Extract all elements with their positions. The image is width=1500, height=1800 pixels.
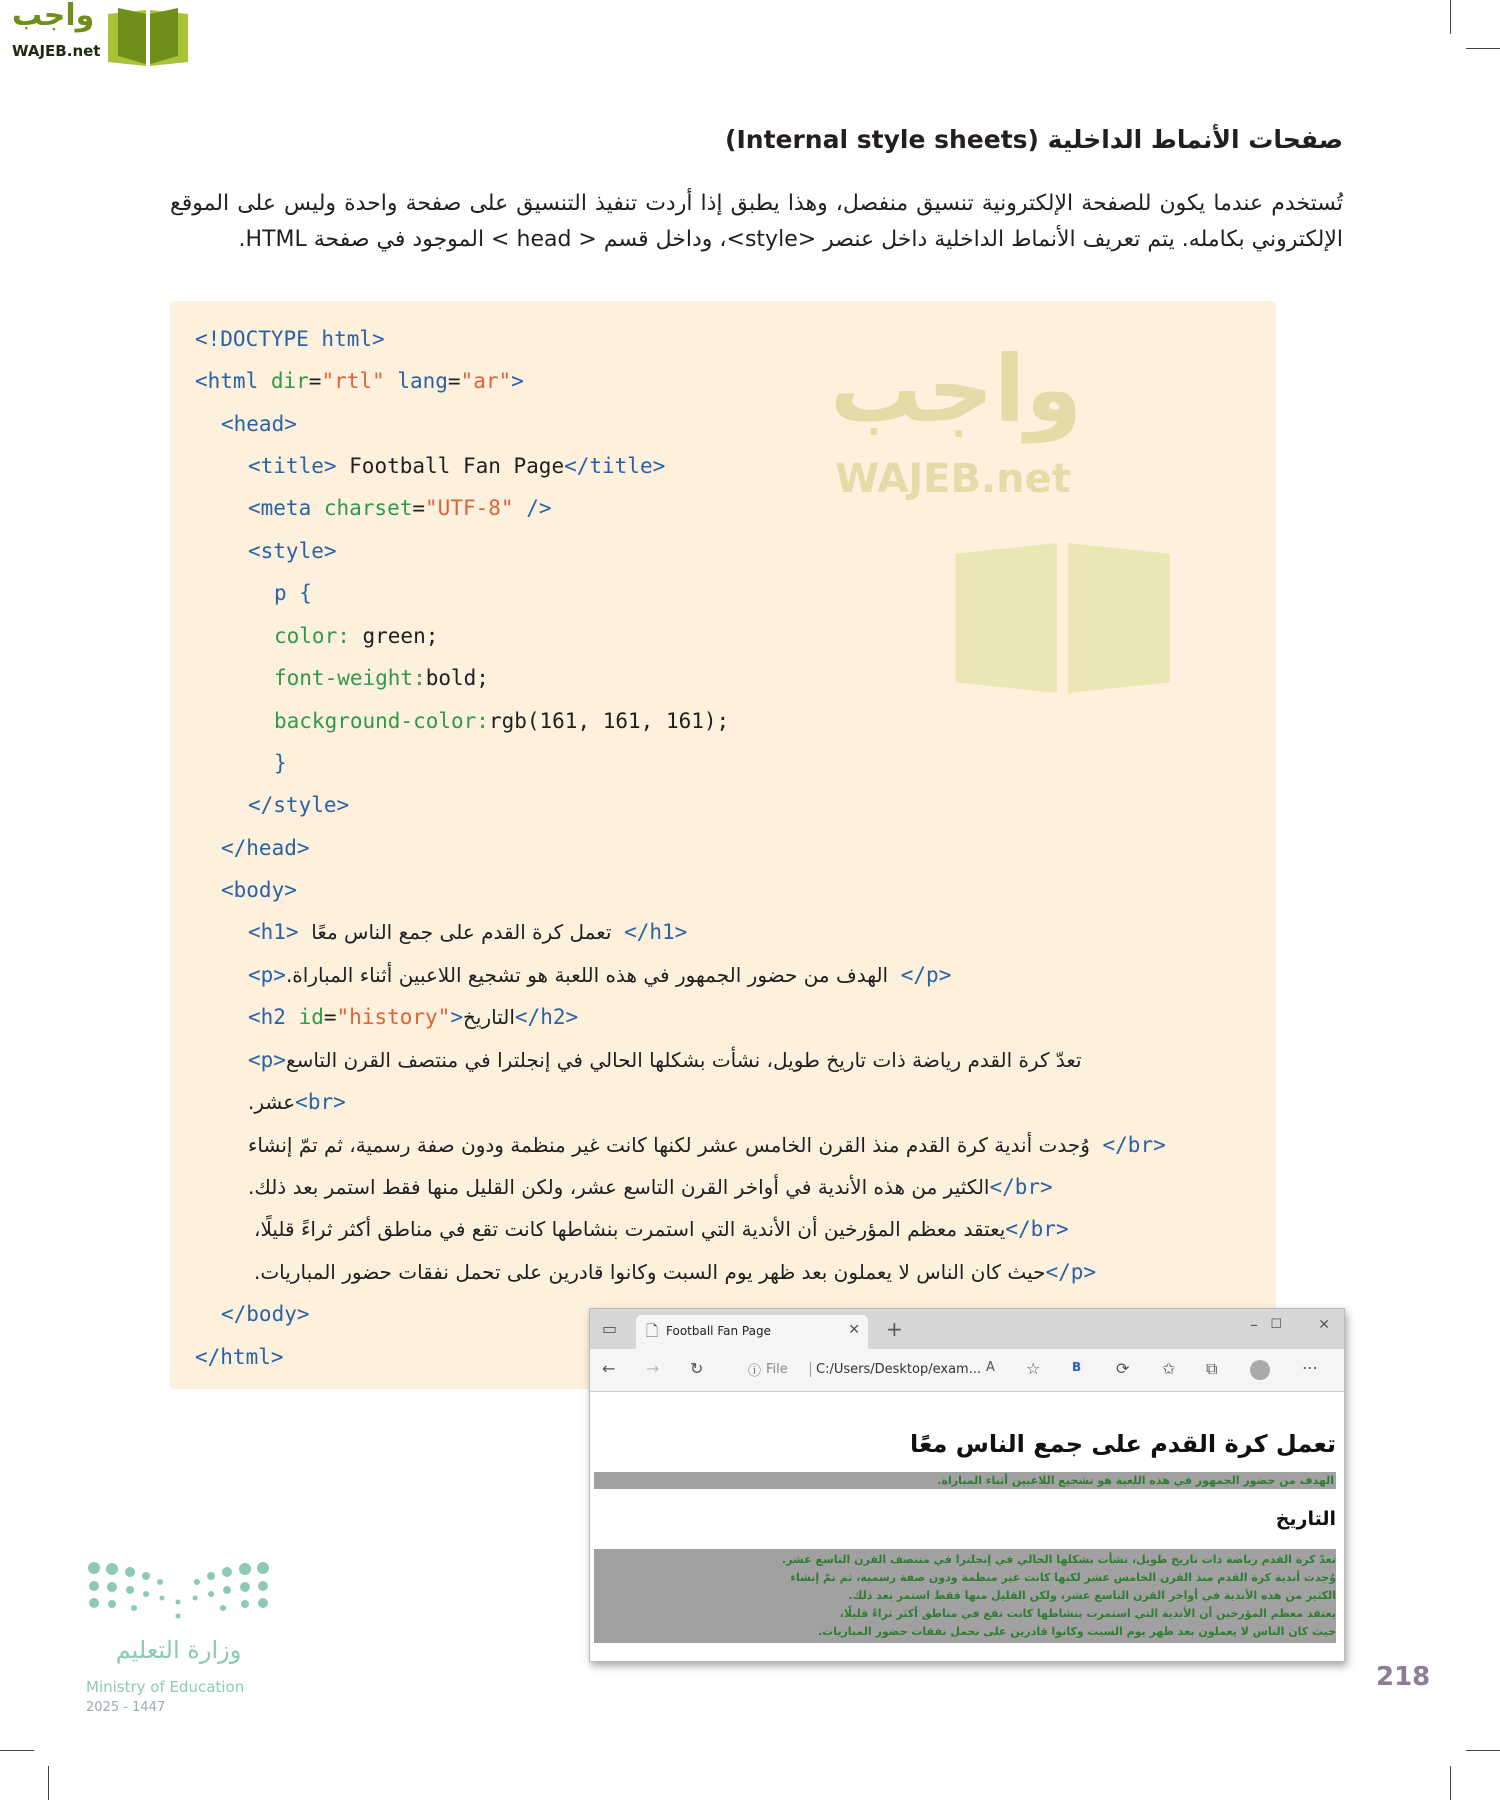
code-token: <h1> bbox=[248, 920, 299, 944]
info-icon: ⓘ bbox=[748, 1364, 762, 1379]
address-toolbar bbox=[590, 1349, 1344, 1392]
watermark-latin: WAJEB.net bbox=[835, 456, 1071, 502]
code-token: = bbox=[308, 369, 322, 393]
code-line bbox=[274, 578, 312, 608]
code-token: p { bbox=[274, 581, 312, 605]
code-line bbox=[221, 409, 297, 439]
code-token: <p> bbox=[248, 1048, 286, 1072]
crop-mark bbox=[1450, 1766, 1451, 1800]
code-token: "history" bbox=[336, 1005, 451, 1029]
code-token: </br> bbox=[1102, 1133, 1166, 1157]
watermark-arabic: واجب bbox=[830, 336, 1083, 443]
book-icon bbox=[106, 4, 190, 66]
code-token: > bbox=[511, 369, 524, 393]
code-line bbox=[221, 1299, 310, 1329]
collections-icon[interactable]: ⧉ bbox=[1206, 1359, 1218, 1378]
code-token: التاريخ bbox=[462, 1005, 515, 1029]
watermark-book-icon bbox=[950, 525, 1175, 695]
code-token: = bbox=[447, 369, 461, 393]
code-token: lang bbox=[384, 369, 448, 393]
code-line bbox=[248, 1130, 1166, 1160]
tab-football-fan-page[interactable] bbox=[636, 1315, 868, 1349]
code-token: الهدف من حضور الجمهور في هذه اللعبة هو تشجيع اللاعبين أثناء المباراة. bbox=[285, 963, 889, 987]
rendered-paragraph: الهدف من حضور الجمهور في هذه اللعبة هو تشجيع اللاعبين أثناء المباراة. bbox=[594, 1472, 1336, 1489]
code-line bbox=[254, 1257, 1096, 1287]
section-heading: صفحات الأنماط الداخلية (Internal style sheets) bbox=[725, 125, 1343, 154]
code-line bbox=[221, 875, 297, 905]
reload-icon[interactable]: ↻ bbox=[690, 1359, 704, 1378]
address-prefix: File bbox=[766, 1362, 788, 1377]
code-token: <html bbox=[195, 369, 259, 393]
code-line bbox=[274, 706, 729, 736]
code-token: <title> bbox=[248, 454, 337, 478]
crop-mark bbox=[48, 1766, 49, 1800]
rendered-line: حيث كان الناس لا يعملون بعد ظهر يوم السبت وكانوا قادرين على تحمل نفقات حضور المباريات. bbox=[817, 1625, 1336, 1638]
ministry-dots-icon bbox=[86, 1560, 271, 1620]
code-token: = bbox=[412, 496, 426, 520]
extension-b-icon[interactable]: B bbox=[1072, 1360, 1082, 1374]
code-token: عشر. bbox=[248, 1090, 296, 1114]
rendered-h1: تعمل كرة القدم على جمع الناس معًا bbox=[909, 1430, 1336, 1458]
code-token: <!DOCTYPE html> bbox=[195, 327, 385, 351]
rendered-history-paragraph bbox=[594, 1549, 1336, 1643]
code-line bbox=[274, 663, 489, 693]
code-token: rgb(161, 161, 161); bbox=[488, 709, 730, 733]
code-line bbox=[195, 1342, 284, 1372]
ministry-year: 2025 - 1447 bbox=[86, 1700, 166, 1715]
code-token: bold; bbox=[425, 666, 489, 690]
code-token: green; bbox=[349, 624, 439, 648]
code-token: </p> bbox=[1045, 1260, 1097, 1284]
code-token: <h2 bbox=[248, 1005, 286, 1029]
code-token: <meta bbox=[248, 496, 312, 520]
rendered-line: يعتقد معظم المؤرخين أن الأندية التي استمرت بنشاطها كانت تقع في مناطق أكثر ثراءً قليلًا، bbox=[839, 1607, 1336, 1620]
page-number: 218 bbox=[1376, 1662, 1431, 1692]
crop-mark bbox=[0, 1750, 34, 1751]
address-input[interactable]: C:/Users/Desktop/exam... bbox=[810, 1362, 981, 1377]
rendered-line: وُجدت أندية كرة القدم منذ القرن الخامس عشر لكنها كانت غير منظمة ودون صفة رسمية، ثم تمّ إنشاء bbox=[790, 1571, 1336, 1584]
code-line bbox=[248, 790, 349, 820]
maximize-icon[interactable]: ☐ bbox=[1270, 1317, 1282, 1332]
code-line bbox=[274, 748, 287, 778]
code-token: charset bbox=[311, 496, 413, 520]
code-token: </body> bbox=[221, 1302, 310, 1326]
code-token: يعتقد معظم المؤرخين أن الأندية التي استمرت بنشاطها كانت تقع في مناطق أكثر ثراءً قليلًا، bbox=[254, 1217, 1006, 1241]
code-token: /> bbox=[513, 496, 552, 520]
code-token: </title> bbox=[564, 454, 666, 478]
tab-title: Football Fan Page bbox=[666, 1324, 771, 1338]
intro-paragraph: تُستخدم عندما يكون للصفحة الإلكترونية تنسيق منفصل، وهذا يطبق إذا أردت تنفيذ التنسيق على صفحة واحدة وليس على الموقع الإلكتروني بكامله. يتم تعريف الأنماط الداخلية داخل عنصر <style>، وداخل قسم < head > الموجود في صفحة HTML. bbox=[170, 191, 1343, 252]
code-line bbox=[221, 833, 310, 863]
code-token: </br> bbox=[1005, 1217, 1069, 1241]
code-token: <p> bbox=[248, 963, 286, 987]
code-token: وُجدت أندية كرة القدم منذ القرن الخامس عشر لكنها كانت غير منظمة ودون صفة رسمية، ثم تمّ إنشاء bbox=[248, 1133, 1090, 1157]
code-token: <br> bbox=[295, 1090, 346, 1114]
code-token: الكثير من هذه الأندية في أواخر القرن التاسع عشر، ولكن القليل منها فقط استمر بعد ذلك. bbox=[248, 1175, 990, 1199]
rendered-line: تعدّ كرة القدم رياضة ذات تاريخ طويل، نشأت بشكلها الحالي في إنجلترا في منتصف القرن التاسع عشر. bbox=[781, 1553, 1336, 1566]
crop-mark bbox=[1466, 48, 1500, 49]
code-token: "UTF-8" bbox=[425, 496, 514, 520]
code-token: </h2> bbox=[514, 1005, 579, 1029]
wajeb-logo bbox=[10, 0, 190, 66]
code-line bbox=[248, 917, 687, 947]
code-line bbox=[254, 1214, 1069, 1244]
code-line bbox=[195, 324, 385, 354]
ministry-english: Ministry of Education bbox=[86, 1678, 245, 1696]
code-line bbox=[248, 451, 665, 481]
code-token: font-weight: bbox=[274, 666, 426, 690]
code-token: </br> bbox=[989, 1175, 1053, 1199]
extensions-icon[interactable]: ⟳ bbox=[1116, 1359, 1130, 1378]
profile-avatar[interactable] bbox=[1250, 1360, 1270, 1380]
code-token: "ar" bbox=[460, 369, 512, 393]
code-token: </head> bbox=[221, 836, 310, 860]
code-token: تعدّ كرة القدم رياضة ذات تاريخ طويل، نشأت بشكلها الحالي في إنجلترا في منتصف القرن التاسع bbox=[285, 1048, 1082, 1072]
code-token: > bbox=[450, 1005, 463, 1029]
more-icon[interactable]: ⋯ bbox=[1302, 1358, 1318, 1377]
favorites-icon[interactable]: ✩ bbox=[1162, 1359, 1176, 1378]
code-line bbox=[248, 1002, 578, 1032]
back-icon[interactable]: ← bbox=[602, 1359, 616, 1378]
favorite-add-icon[interactable]: ☆ bbox=[1026, 1359, 1041, 1378]
tab-actions-icon[interactable]: ▭ bbox=[602, 1319, 618, 1338]
code-line bbox=[248, 493, 551, 523]
code-line bbox=[274, 621, 438, 651]
code-token: "rtl" bbox=[321, 369, 385, 393]
code-token: تعمل كرة القدم على جمع الناس معًا bbox=[311, 920, 612, 944]
code-line bbox=[248, 960, 951, 990]
page-icon: 🗋 bbox=[646, 1322, 659, 1340]
new-tab-icon[interactable]: + bbox=[886, 1317, 903, 1341]
code-line bbox=[248, 1172, 1053, 1202]
code-token: </html> bbox=[195, 1345, 284, 1369]
code-token: </h1> bbox=[624, 920, 688, 944]
browser-window bbox=[589, 1308, 1345, 1662]
crop-mark bbox=[1450, 0, 1451, 34]
read-aloud-icon[interactable]: A bbox=[986, 1360, 995, 1375]
rendered-line: الكثير من هذه الأندية في أواخر القرن التاسع عشر، ولكن القليل منها فقط استمر بعد ذلك. bbox=[848, 1589, 1336, 1602]
ministry-logo bbox=[86, 1560, 276, 1725]
code-token: <body> bbox=[221, 878, 297, 902]
forward-icon[interactable]: → bbox=[646, 1359, 660, 1378]
code-token: <head> bbox=[221, 412, 297, 436]
ministry-arabic: وزارة التعليم bbox=[115, 1636, 242, 1664]
crop-mark bbox=[1466, 1750, 1500, 1751]
code-token: dir bbox=[258, 369, 309, 393]
close-window-icon[interactable]: ✕ bbox=[1318, 1317, 1330, 1333]
code-token: </style> bbox=[248, 793, 350, 817]
code-line bbox=[248, 536, 337, 566]
code-token: <style> bbox=[248, 539, 337, 563]
code-token: id bbox=[285, 1005, 324, 1029]
tab-bar bbox=[590, 1309, 1344, 1349]
logo-arabic: واجب bbox=[12, 0, 95, 33]
code-line bbox=[248, 1045, 1082, 1075]
logo-latin: WAJEB.net bbox=[12, 42, 101, 60]
code-token: color: bbox=[274, 624, 350, 648]
code-line bbox=[195, 366, 524, 396]
code-token: حيث كان الناس لا يعملون بعد ظهر يوم السبت وكانوا قادرين على تحمل نفقات حضور المباريات. bbox=[254, 1260, 1046, 1284]
minimize-icon[interactable]: – bbox=[1250, 1315, 1258, 1334]
code-token: = bbox=[323, 1005, 337, 1029]
code-token: </p> bbox=[900, 963, 952, 987]
close-tab-icon[interactable]: ✕ bbox=[848, 1322, 860, 1338]
rendered-h2: التاريخ bbox=[1275, 1508, 1336, 1530]
code-line bbox=[248, 1087, 346, 1117]
code-token: Football Fan Page bbox=[336, 454, 565, 478]
watermark bbox=[830, 335, 1260, 735]
code-token: } bbox=[274, 751, 287, 775]
code-token: background-color: bbox=[274, 709, 489, 733]
